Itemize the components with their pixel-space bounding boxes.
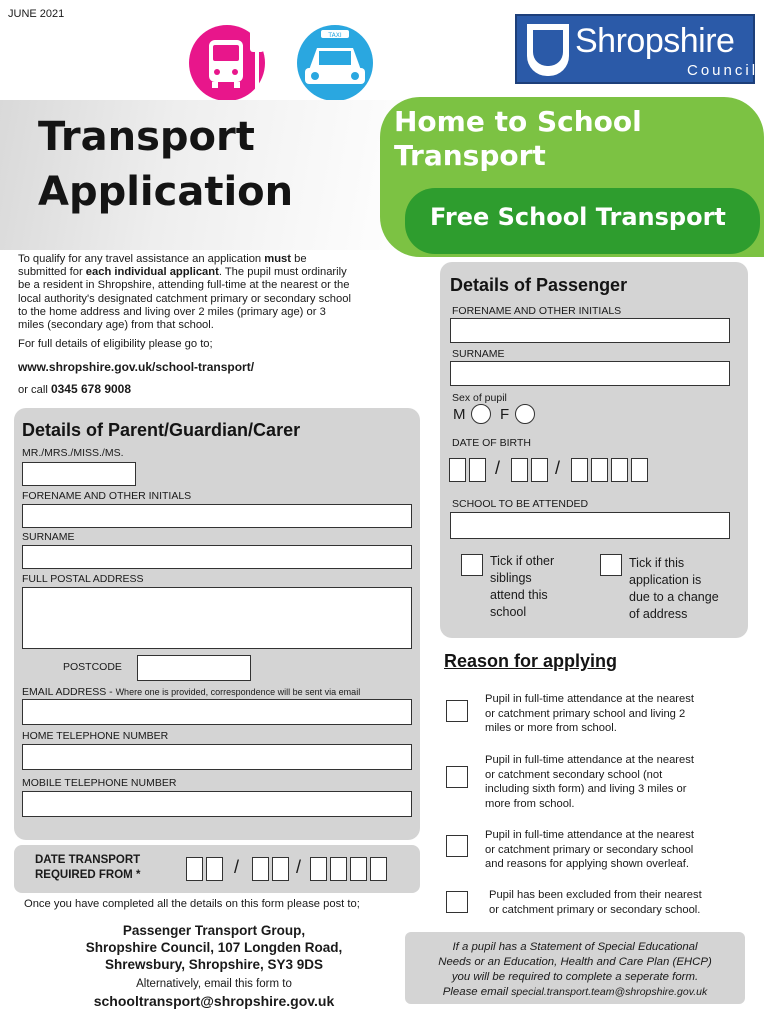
home-tel-label: HOME TELEPHONE NUMBER bbox=[22, 730, 169, 742]
dob-label: DATE OF BIRTH bbox=[452, 437, 531, 449]
passenger-section-title: Details of Passenger bbox=[450, 275, 628, 295]
reason-checkbox-1[interactable] bbox=[446, 700, 468, 722]
sen-note-text: If a pupil has a Statement of Special Educational Needs or an Education, Health and Care Plan (EHCP) you will be required to complete a seperate form. Please email special.transport.team@shropshire.gov.uk bbox=[438, 941, 712, 998]
taxi-sign: TAXI bbox=[328, 32, 342, 39]
male-radio[interactable] bbox=[471, 404, 491, 424]
reasons-title: Reason for applying bbox=[444, 651, 618, 671]
date-required-input[interactable]: / / bbox=[186, 857, 396, 885]
reason-text-2: Pupil in full-time attendance at the nearest or catchment secondary school (not including sixth form) and living 3 miles or more from school. bbox=[485, 754, 694, 810]
shropshire-council-logo bbox=[515, 14, 759, 84]
mobile-tel-label: MOBILE TELEPHONE NUMBER bbox=[22, 777, 177, 789]
logo-name: Shropshire bbox=[575, 22, 735, 60]
special-transport-email[interactable]: special.transport.team@shropshire.gov.uk bbox=[511, 986, 708, 998]
email-field[interactable] bbox=[22, 699, 412, 725]
mobile-tel-field[interactable] bbox=[22, 791, 412, 817]
intro-text: To qualify for any travel assistance an application must be submitted for each individual applicant. The pupil must ordinarily be a resident in Shropshire, attending full-time at the nearest or the local authority's designated catchment primary or secondary school to the home address and living over 2 miles (primary age) or 3 miles (secondary age) from that school. For full details of eligibility please go to; www.shropshire.gov.uk/school-transport/ or call 0345 678 9008 bbox=[18, 253, 418, 397]
parent-section-title: Details of Parent/Guardian/Carer bbox=[22, 420, 301, 440]
school-transport-email[interactable]: schooltransport@shropshire.gov.uk bbox=[93, 993, 335, 1009]
female-radio[interactable] bbox=[515, 404, 535, 424]
taxi-icon bbox=[297, 25, 373, 101]
bus-icon bbox=[189, 25, 265, 101]
postal-address: Passenger Transport Group, Shropshire Council, 107 Longden Road, Shrewsbury, Shropshire, SY3 9DS bbox=[85, 923, 343, 972]
phone-number: 0345 678 9008 bbox=[50, 381, 132, 396]
crest-icon bbox=[527, 24, 569, 76]
reason-checkbox-2[interactable] bbox=[446, 766, 468, 788]
pill-title: Free School Transport bbox=[430, 203, 726, 231]
school-label: SCHOOL TO BE ATTENDED bbox=[452, 498, 589, 510]
school-field[interactable] bbox=[450, 512, 730, 539]
address-change-checkbox[interactable] bbox=[600, 554, 622, 576]
postcode-field[interactable] bbox=[137, 655, 251, 681]
female-label: F bbox=[500, 406, 510, 423]
reason-text-4: Pupil has been excluded from their nearest or catchment primary or secondary school. bbox=[489, 889, 702, 916]
parent-surname-field[interactable] bbox=[22, 545, 412, 569]
passenger-surname-label: SURNAME bbox=[452, 348, 505, 360]
siblings-text: Tick if other siblings attend this school bbox=[490, 554, 555, 619]
title-label: MR./MRS./MISS./MS. bbox=[22, 447, 124, 459]
email-alt-text: Alternatively, email this form to bbox=[136, 978, 292, 990]
post-instructions: Once you have completed all the details on this form please post to; bbox=[24, 898, 360, 910]
page-title: Transport Application bbox=[38, 114, 294, 215]
passenger-forename-label: FORENAME AND OTHER INITIALS bbox=[452, 305, 622, 317]
address-change-text: Tick if this application is due to a change of address bbox=[629, 556, 719, 621]
parent-forename-label: FORENAME AND OTHER INITIALS bbox=[22, 490, 192, 502]
email-label: EMAIL ADDRESS - Where one is provided, correspondence will be sent via email bbox=[22, 686, 361, 698]
reason-checkbox-4[interactable] bbox=[446, 891, 468, 913]
passenger-forename-field[interactable] bbox=[450, 318, 730, 343]
siblings-checkbox[interactable] bbox=[461, 554, 483, 576]
form-date: JUNE 2021 bbox=[8, 8, 65, 20]
postcode-label: POSTCODE bbox=[63, 661, 122, 673]
transport-icons bbox=[185, 18, 380, 108]
reason-text-1: Pupil in full-time attendance at the nearest or catchment primary school and living 2 miles or more from school. bbox=[485, 693, 694, 734]
banner-title: Home to School Transport bbox=[394, 105, 642, 172]
logo-sub: Council bbox=[687, 62, 759, 79]
reason-text-3: Pupil in full-time attendance at the nearest or catchment primary or secondary school and reasons for applying shown overleaf. bbox=[485, 829, 694, 870]
reason-checkbox-3[interactable] bbox=[446, 835, 468, 857]
title-field[interactable] bbox=[22, 462, 136, 486]
parent-forename-field[interactable] bbox=[22, 504, 412, 528]
home-tel-field[interactable] bbox=[22, 744, 412, 770]
dob-input[interactable]: / / bbox=[449, 458, 659, 486]
address-label: FULL POSTAL ADDRESS bbox=[22, 573, 144, 585]
male-label: M bbox=[453, 406, 466, 423]
passenger-surname-field[interactable] bbox=[450, 361, 730, 386]
sex-label: Sex of pupil bbox=[452, 392, 507, 404]
address-field[interactable] bbox=[22, 587, 412, 649]
parent-surname-label: SURNAME bbox=[22, 531, 75, 543]
eligibility-link[interactable]: www.shropshire.gov.uk/school-transport/ bbox=[18, 360, 255, 375]
date-required-label: DATE TRANSPORT REQUIRED FROM * bbox=[35, 854, 141, 881]
